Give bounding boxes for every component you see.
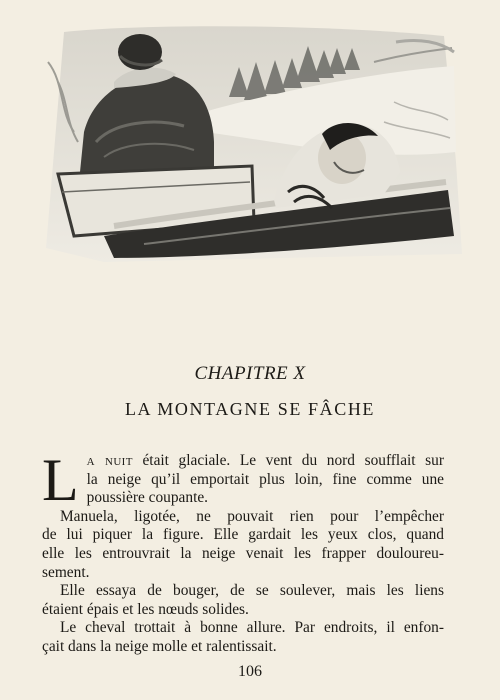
text-line: Elle essaya de bouger, de se soulever, mais les liens [60,582,444,600]
sleigh-illustration [44,22,462,266]
text-line: étaient épais et les nœuds solides. [42,600,249,618]
text-line: Le cheval trottait à bonne allure. Par endroits, il enfon- [60,619,444,637]
paragraph-3 [42,582,444,619]
text-line: sement. [42,563,90,581]
text-line: Manuela, ligotée, ne pouvait rien pour l’empêcher [60,507,444,525]
text-line: elle les entrouvrait la neige venait les frapper douloureu- [42,544,444,562]
text-span: était glaciale. Le vent du nord soufflait sur [132,452,444,469]
lead-words: a nuit [86,452,133,469]
drop-cap: L [42,447,79,513]
page-number: 106 [238,663,262,680]
chapter-number: CHAPITRE X [194,363,306,384]
paragraph-4 [42,619,444,656]
text-line: poussière coupante. [86,489,209,507]
text-line: la neige qu’il emportait plus loin, fine comme une [86,470,444,488]
chapter-title: LA MONTAGNE SE FÂCHE [124,399,376,419]
text-line: de lui piquer la figure. Elle gardait les yeux clos, quand [42,526,444,544]
paragraph-2 [42,508,444,582]
paragraph-1 [42,447,444,513]
text-line: çait dans la neige molle et ralentissait. [42,637,277,655]
chapter-body [42,447,444,657]
text-line [42,452,444,471]
